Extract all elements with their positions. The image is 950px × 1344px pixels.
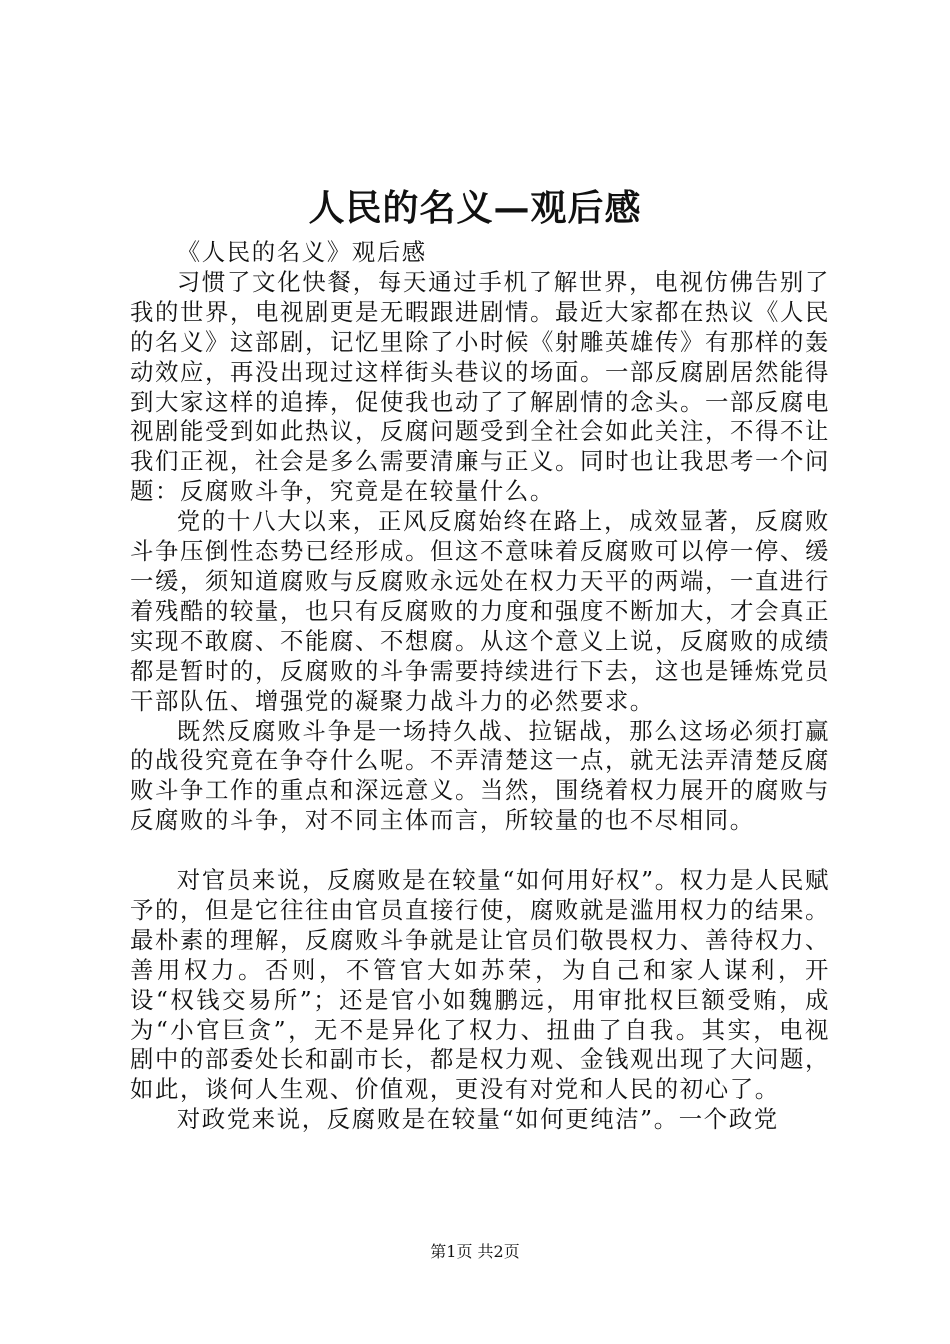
blank-line: [130, 836, 830, 866]
paragraph-subtitle: 《人民的名义》观后感: [176, 238, 427, 266]
page-footer: 第1页 共2页: [430, 1242, 520, 1261]
paragraph-3: 既然反腐败斗争是一场持久战、拉锯战，那么这场必须打赢的战役究竟在争夺什么呢。不弄清楚这一点，就无法弄清楚反腐败斗争工作的重点和深远意义。当然，围绕着权力展开的腐败与反腐败的斗争，对不同主体而言，所较量的也不尽相同。: [130, 716, 830, 835]
document-body: [130, 238, 830, 1135]
paragraph-1: 习惯了文化快餐，每天通过手机了解世界，电视仿佛告别了我的世界，电视剧更是无暇跟进剧情。最近大家都在热议《人民的名义》这部剧，记忆里除了小时候《射雕英雄传》有那样的轰动效应，再没出现过这样街头巷议的场面。一部反腐剧居然能得到大家这样的追捧，促使我也动了了解剧情的念头。一部反腐电视剧能受到如此热议，反腐问题受到全社会如此关注，不得不让我们正视，社会是多么需要清廉与正义。同时也让我思考一个问题：反腐败斗争，究竟是在较量什么。: [130, 267, 830, 506]
paragraph-5: 对政党来说，反腐败是在较量“如何更纯洁”。一个政党: [176, 1105, 779, 1134]
paragraph-4: 对官员来说，反腐败是在较量“如何用好权”。权力是人民赋予的，但是它往往由官员直接行使，腐败就是滥用权力的结果。最朴素的理解，反腐败斗争就是让官员们敬畏权力、善待权力、善用权力。否则，不管官大如苏荣，为自己和家人谋利，开设“权钱交易所”；还是官小如魏鹏远，用审批权巨额受贿，成为“小官巨贪”，无不是异化了权力、扭曲了自我。其实，电视剧中的部委处长和副市长，都是权力观、金钱观出现了大问题，如此，谈何人生观、价值观，更没有对党和人民的初心了。: [130, 866, 830, 1104]
paragraph-2: 党的十八大以来，正风反腐始终在路上，成效显著，反腐败斗争压倒性态势已经形成。但这不意味着反腐败可以停一停、缓一缓，须知道腐败与反腐败永远处在权力天平的两端，一直进行着残酷的较量，也只有反腐败的力度和强度不断加大，才会真正实现不敢腐、不能腐、不想腐。从这个意义上说，反腐败的成绩都是暂时的，反腐败的斗争需要持续进行下去，这也是锤炼党员干部队伍、增强党的凝聚力战斗力的必然要求。: [130, 507, 830, 715]
document-title: 人民的名义—观后感: [308, 187, 642, 229]
